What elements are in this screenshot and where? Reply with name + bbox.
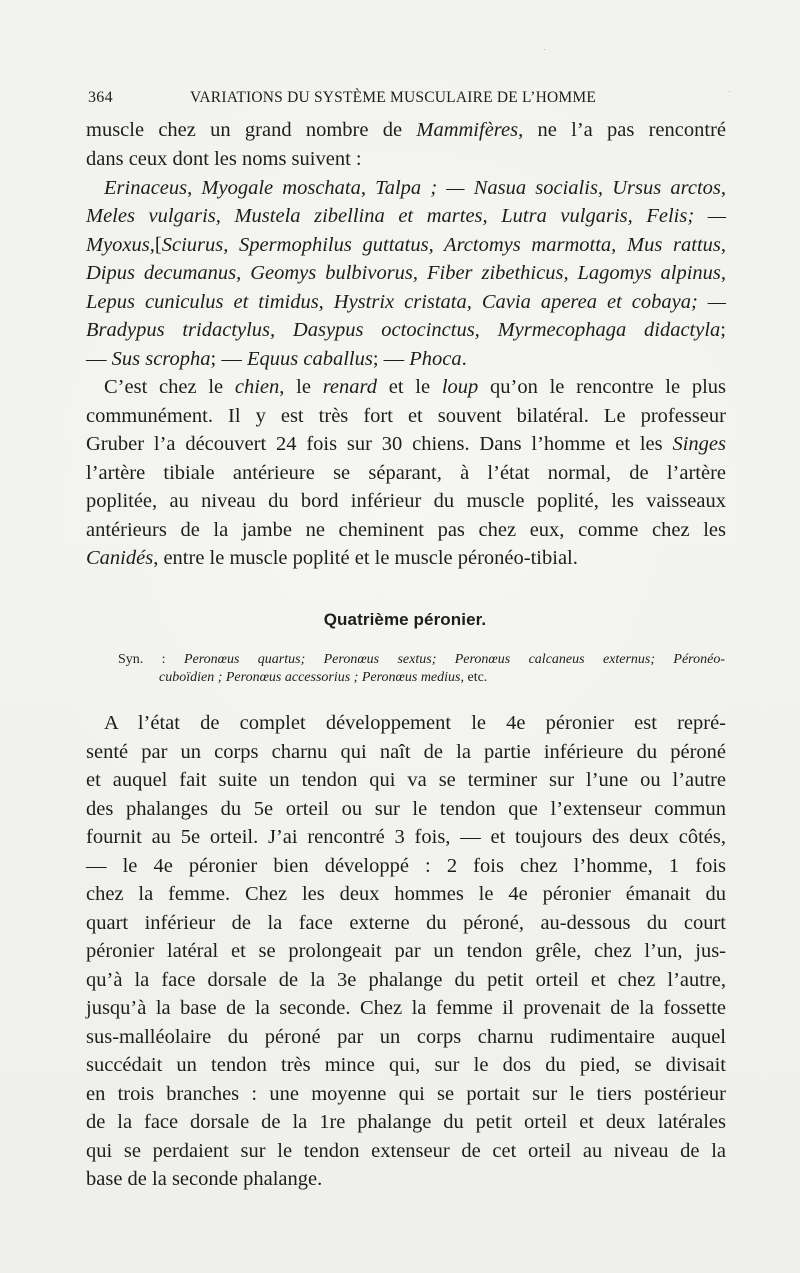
body-line-1: muscle chez un grand nombre de Mammifères, ne l’a pas rencontré [86, 119, 726, 141]
species-line-1: Erinaceus, Myogale moschata, Talpa ; — Nasua socialis, Ursus arctos, [104, 177, 726, 199]
body-text-line-13: succédait un tendon très mince qui, sur le dos du pied, se divisait [86, 1054, 726, 1076]
body-text-line-1: A l’état de complet développement le 4e péronier est repré- [104, 712, 726, 734]
body-text-line-5: fournit au 5e orteil. J’ai rencontré 3 fois, — et toujours des deux côtés, [86, 826, 726, 848]
body-text-line-4: des phalanges du 5e orteil ou sur le tendon que l’extenseur commun [86, 798, 726, 820]
species-line-5: Lepus cuniculus et timidus, Hystrix cristata, Cavia aperea et cobaya; — [86, 291, 726, 313]
paragraph-line-3: Gruber l’a découvert 24 fois sur 30 chiens. Dans l’homme et les Singes [86, 433, 726, 455]
species-line-4: Dipus decumanus, Geomys bulbivorus, Fiber zibethicus, Lagomys alpinus, [86, 262, 726, 284]
running-title: VARIATIONS DU SYSTÈME MUSCULAIRE DE L’HOMME [190, 89, 597, 106]
body-text-line-10: qu’à la face dorsale de la 3e phalange du petit orteil et chez l’autre, [86, 969, 726, 991]
body-text-line-7: chez la femme. Chez les deux hommes le 4e péronier émanait du [86, 883, 726, 905]
section-heading: Quatrième péronier. [323, 610, 487, 629]
scan-speck [729, 91, 730, 92]
paragraph-line-5: poplitée, au niveau du bord inférieur du muscle poplité, les vaisseaux [86, 490, 726, 512]
synonyms-label: Syn. : [118, 652, 184, 667]
page-number: 364 [88, 89, 113, 106]
body-text-line-14: en trois branches : une moyenne qui se portait sur le tiers postérieur [86, 1083, 726, 1105]
paragraph-line-4: l’artère tibiale antérieure se séparant, à l’état normal, de l’artère [86, 462, 726, 484]
running-header [88, 86, 728, 110]
body-text-line-17: base de la seconde phalange. [86, 1168, 323, 1190]
body-text-line-6: — le 4e péronier bien développé : 2 fois chez l’homme, 1 fois [86, 855, 726, 877]
paragraph-line-2: communément. Il y est très fort et souvent bilatéral. Le professeur [86, 405, 726, 427]
body-text-line-16: qui se perdaient sur le tendon extenseur de cet orteil au niveau de la [86, 1140, 726, 1162]
body-line-2: dans ceux dont les noms suivent : [86, 148, 362, 170]
body-text-line-3: et auquel fait suite un tendon qui va se terminer sur l’une ou l’autre [86, 769, 726, 791]
body-text-line-12: sus-malléolaire du péroné par un corps charnu rudimentaire auquel [86, 1026, 726, 1048]
paragraph-line-1: C’est chez le chien, le renard et le loup qu’on le rencontre le plus [104, 376, 727, 398]
species-line-6: Bradypus tridactylus, Dasypus octocinctus, Myrmecophaga didactyla; [86, 319, 726, 341]
body-text-line-2: senté par un corps charnu qui naît de la partie inférieure du péroné [86, 741, 726, 763]
body-text-line-9: péronier latéral et se prolongeait par un tendon grêle, chez l’un, jus- [86, 940, 726, 962]
body-text-line-8: quart inférieur de la face externe du péroné, au-dessous du court [86, 912, 726, 934]
paragraph-line-7: Canidés, entre le muscle poplité et le muscle péronéo-tibial. [86, 547, 578, 569]
synonyms-line-1: Syn. : Peronœus quartus; Peronœus sextus; Peronœus calcaneus externus; Péronéo- [118, 652, 725, 667]
scan-speck [544, 49, 545, 50]
species-line-2: Meles vulgaris, Mustela zibellina et martes, Lutra vulgaris, Felis; — [86, 205, 726, 227]
species-line-3: Myoxus,[Sciurus, Spermophilus guttatus, Arctomys marmotta, Mus rattus, [86, 234, 726, 256]
synonyms-line-2: cuboïdien ; Peronœus accessorius ; Peronœus medius, etc. [159, 670, 488, 685]
body-text-line-15: de la face dorsale de la 1re phalange du petit orteil et deux latérales [86, 1111, 726, 1133]
body-text-line-11: jusqu’à la base de la seconde. Chez la femme il provenait de la fossette [86, 997, 726, 1019]
paragraph-line-6: antérieurs de la jambe ne cheminent pas chez eux, comme chez les [86, 519, 726, 541]
species-line-7: — Sus scropha; — Equus caballus; — Phoca. [86, 348, 467, 370]
